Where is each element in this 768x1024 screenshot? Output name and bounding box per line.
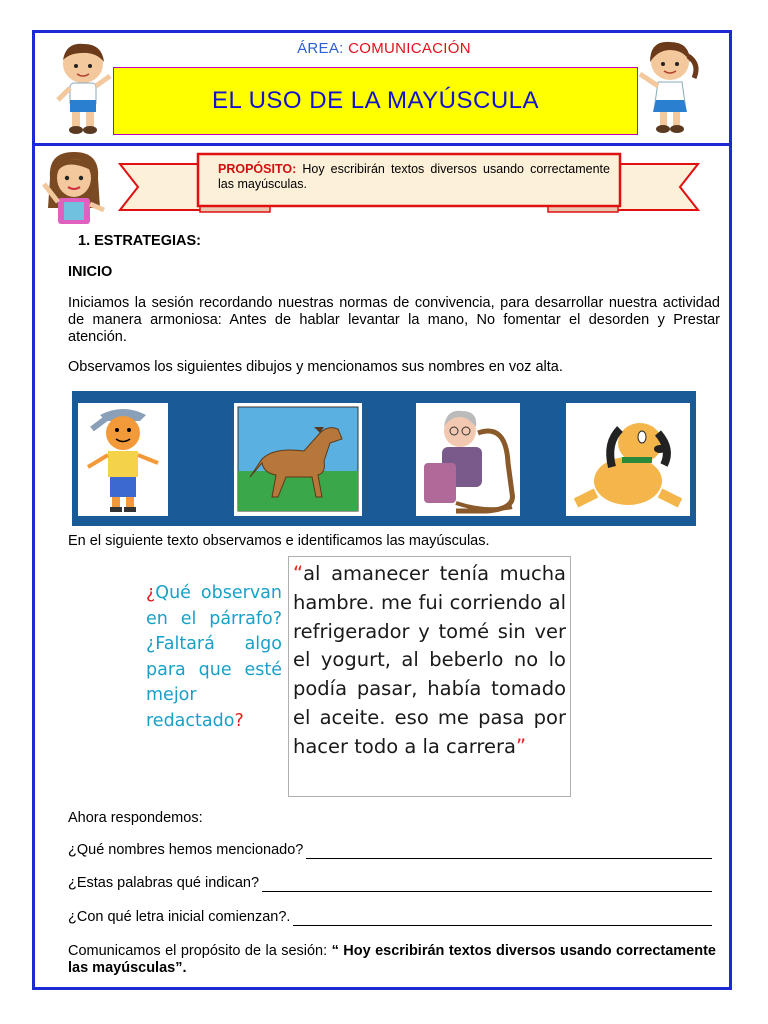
picture-grandmother xyxy=(416,403,520,516)
title-box xyxy=(113,67,638,135)
area-value: COMUNICACIÓN xyxy=(348,40,471,57)
quote-open: “ xyxy=(293,562,304,585)
question-2: ¿Estas palabras qué indican? xyxy=(68,875,260,891)
boy-drawing-icon xyxy=(78,403,168,516)
closing-prefix: Comunicamos el propósito de la sesión: xyxy=(68,943,328,959)
page-title: EL USO DE LA MAYÚSCULA xyxy=(211,87,540,114)
picture-horse xyxy=(234,403,362,516)
closing-paragraph xyxy=(68,943,716,977)
closing-bold: “ Hoy escribirán textos diversos usando correctamente las mayúsculas”. xyxy=(68,943,716,976)
question-3: ¿Con qué letra inicial comienzan?. xyxy=(68,909,291,925)
question-row-1 xyxy=(68,842,712,859)
proposito-label: PROPÓSITO: xyxy=(218,162,297,176)
area-label: ÁREA: xyxy=(297,40,344,57)
boy-illustration xyxy=(52,40,114,136)
paragraph-normas: Iniciamos la sesión recordando nuestras normas de convivencia, para desarrollar nuestra actividad de manera armoniosa: Antes de hablar levantar la mano, No fomentar el desorden y Prestar atención. xyxy=(68,295,720,345)
quote-body: al amanecer tenía mucha hambre. me fui corriendo al refrigerador y tomé sin ver el yogurt, al beberlo no lo podía pasar, había tomado el aceite. eso me pasa por hacer todo a la carrera xyxy=(293,562,566,758)
answer-line-3[interactable] xyxy=(293,912,712,926)
paragraph-texto: En el siguiente texto observamos e identificamos las mayúsculas. xyxy=(68,533,490,549)
proposito-text xyxy=(218,162,610,192)
answer-line-2[interactable] xyxy=(262,878,712,892)
question-row-2 xyxy=(68,875,712,892)
picture-dog xyxy=(566,403,690,516)
picture-boy xyxy=(78,403,168,516)
question-close: ? xyxy=(234,710,244,731)
question-open: ¿ xyxy=(146,583,156,603)
question-1: ¿Qué nombres hemos mencionado? xyxy=(68,842,304,858)
dog-drawing-icon xyxy=(566,403,690,516)
inicio-heading: INICIO xyxy=(68,264,113,280)
teacher-illustration xyxy=(36,148,112,226)
question-row-3 xyxy=(68,909,712,926)
question-text xyxy=(146,581,282,734)
grandmother-drawing-icon xyxy=(416,403,520,516)
ahora-respondemos: Ahora respondemos: xyxy=(68,810,203,826)
pictures-strip xyxy=(72,391,696,526)
horse-drawing-icon xyxy=(234,403,362,516)
paragraph-observamos: Observamos los siguientes dibujos y mencionamos sus nombres en voz alta. xyxy=(68,359,563,375)
question-body: Qué observan en el párrafo? ¿Faltará algo para que esté mejor redactado xyxy=(146,583,282,731)
header-divider xyxy=(32,143,732,146)
quote-text xyxy=(293,560,566,762)
proposito-body: Hoy escribirán textos diversos usando correctamente las mayúsculas. xyxy=(218,162,610,191)
estrategias-heading: 1. ESTRATEGIAS: xyxy=(78,233,201,249)
girl-illustration xyxy=(632,38,702,136)
answer-line-1[interactable] xyxy=(306,845,712,859)
quote-close: ” xyxy=(515,734,527,758)
